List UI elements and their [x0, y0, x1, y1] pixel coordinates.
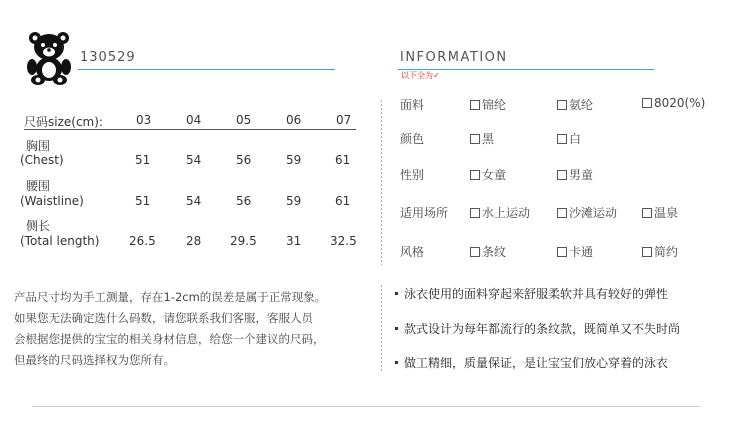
size-header: 05 [236, 113, 252, 127]
size-header-label: 尺码size(cm): [24, 115, 103, 129]
size-header: 04 [186, 113, 202, 127]
checkbox[interactable] [470, 170, 480, 180]
row-label-cn: 胸围 [26, 139, 51, 153]
feature-item: 做工精细，质量保证，是让宝宝们放心穿着的泳衣 [395, 354, 668, 371]
option-beach-sports[interactable]: 沙滩运动 [557, 204, 617, 221]
option-boy[interactable]: 男童 [557, 166, 593, 183]
property-label: 适用场所 [400, 206, 449, 220]
feature-item: 款式设计为每年都流行的条纹款，既简单又不失时尚 [395, 320, 680, 337]
property-row [400, 96, 424, 113]
checkbox[interactable] [557, 208, 567, 218]
note-line: 如果您无法确定选什么码数，请您联系我们客服，客服人员 [14, 311, 313, 325]
property-row [400, 130, 424, 147]
bullet-icon [395, 292, 398, 295]
table-cell: 54 [186, 153, 202, 167]
option-white[interactable]: 白 [557, 130, 581, 147]
table-cell: 31 [286, 234, 302, 248]
table-cell: 59 [286, 194, 302, 208]
checkbox[interactable] [557, 134, 567, 144]
table-cell: 29.5 [230, 234, 257, 248]
row-label-en: (Waistline) [20, 194, 84, 208]
option-nylon[interactable]: 锦纶 [470, 96, 506, 113]
table-cell: 56 [236, 153, 252, 167]
row-label-en: (Chest) [20, 153, 64, 167]
size-header: 03 [136, 113, 152, 127]
note-line: 会根据您提供的宝宝的相关身材信息，给您一个建议的尺码， [14, 332, 325, 346]
bottom-divider [32, 406, 700, 407]
checkbox[interactable] [557, 247, 567, 257]
option-spandex[interactable]: 氨纶 [557, 96, 593, 113]
option-water-sports[interactable]: 水上运动 [470, 204, 530, 221]
table-cell: 61 [335, 153, 351, 167]
checkbox[interactable] [557, 170, 567, 180]
property-label: 风格 [400, 245, 425, 259]
option-simple[interactable]: 简约 [642, 243, 678, 260]
table-cell: 32.5 [330, 234, 357, 248]
note-line: 产品尺寸均为手工测量，存在1-2cm的误差是属于正常现象。 [14, 290, 327, 304]
option-stripes[interactable]: 条纹 [470, 243, 506, 260]
info-title: INFORMATION [400, 50, 508, 65]
size-table [20, 113, 364, 253]
property-row [400, 204, 448, 221]
table-header-rule [24, 129, 356, 130]
size-header: 06 [286, 113, 302, 127]
divider-left [78, 69, 335, 70]
checkbox[interactable] [470, 100, 480, 110]
checkbox[interactable] [470, 134, 480, 144]
bullet-icon [395, 361, 398, 364]
measurement-note [14, 287, 374, 371]
option-girl[interactable]: 女童 [470, 166, 506, 183]
property-row [400, 166, 424, 183]
feature-item: 泳衣使用的面料穿起来舒服柔软并具有较好的弹性 [395, 285, 668, 302]
bullet-icon [395, 327, 398, 330]
dotted-separator [381, 100, 382, 265]
property-label: 颜色 [400, 132, 425, 146]
product-code: 130529 [80, 50, 136, 65]
table-cell: 54 [186, 194, 202, 208]
property-label: 面料 [400, 98, 425, 112]
note-line: 但最终的尺码选择权为您所有。 [14, 353, 175, 367]
checkbox[interactable] [642, 247, 652, 257]
bear-logo-icon [24, 29, 74, 85]
property-label: 性别 [400, 168, 425, 182]
table-cell: 59 [286, 153, 302, 167]
checkbox[interactable] [557, 100, 567, 110]
table-cell: 26.5 [129, 234, 156, 248]
property-row [400, 243, 424, 260]
checkbox[interactable] [642, 98, 652, 108]
checkbox[interactable] [470, 247, 480, 257]
dotted-separator [381, 285, 382, 373]
table-cell: 56 [236, 194, 252, 208]
info-subtitle: 以下全为✓ [401, 71, 440, 80]
table-cell: 28 [186, 234, 202, 248]
row-label-cn: 腰围 [26, 179, 51, 193]
table-cell: 61 [335, 194, 351, 208]
row-label-en: (Total length) [20, 234, 100, 248]
checkbox[interactable] [470, 208, 480, 218]
option-black[interactable]: 黑 [470, 130, 494, 147]
option-8020[interactable]: 8020(%) [642, 96, 705, 110]
row-label-cn: 侧长 [26, 219, 51, 233]
size-header: 07 [336, 113, 352, 127]
option-hot-spring[interactable]: 温泉 [642, 204, 678, 221]
table-cell: 51 [135, 194, 151, 208]
checkbox[interactable] [642, 208, 652, 218]
table-cell: 51 [135, 153, 151, 167]
option-cartoon[interactable]: 卡通 [557, 243, 593, 260]
